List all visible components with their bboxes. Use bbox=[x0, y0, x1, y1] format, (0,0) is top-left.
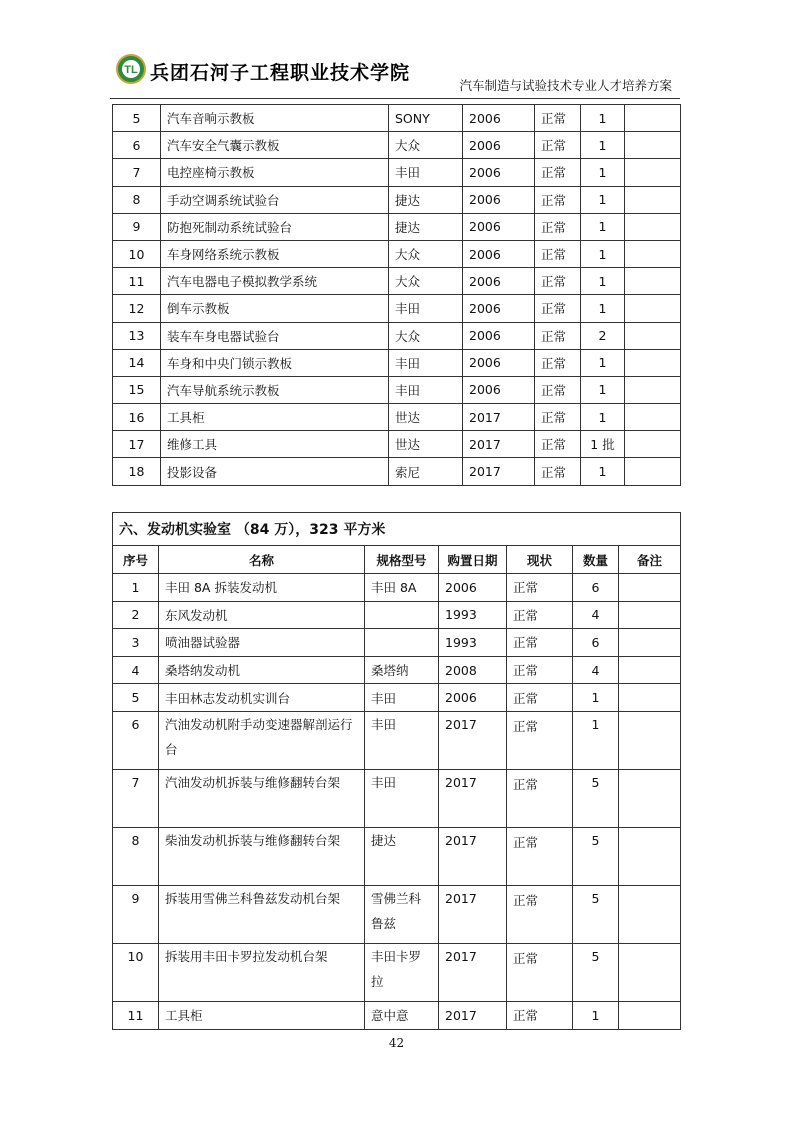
cell-status: 正常 bbox=[507, 943, 573, 1001]
cell-model: 大众 bbox=[389, 132, 463, 159]
cell-name: 车身网络系统示教板 bbox=[161, 240, 389, 267]
cell-notes bbox=[625, 105, 681, 132]
table-row bbox=[113, 159, 681, 186]
cell-status: 正常 bbox=[507, 711, 573, 769]
cell-notes bbox=[619, 684, 681, 712]
cell-model: 索尼 bbox=[389, 458, 463, 485]
cell-status: 正常 bbox=[535, 240, 581, 267]
cell-date: 1993 bbox=[439, 601, 507, 629]
cell-notes bbox=[619, 601, 681, 629]
cell-qty: 1 bbox=[581, 268, 625, 295]
header-status: 现状 bbox=[507, 546, 573, 574]
cell-name: 东风发动机 bbox=[159, 601, 365, 629]
table-row bbox=[113, 629, 681, 657]
cell-name: 汽车电器电子模拟教学系统 bbox=[161, 268, 389, 295]
cell-seq: 2 bbox=[113, 601, 159, 629]
table-row bbox=[113, 656, 681, 684]
header-date: 购置日期 bbox=[439, 546, 507, 574]
cell-seq: 5 bbox=[113, 105, 161, 132]
cell-qty: 1 bbox=[581, 132, 625, 159]
cell-qty: 1 bbox=[573, 711, 619, 769]
cell-notes bbox=[619, 943, 681, 1001]
table-row bbox=[113, 349, 681, 376]
cell-notes bbox=[625, 322, 681, 349]
cell-qty: 4 bbox=[573, 656, 619, 684]
cell-qty: 6 bbox=[573, 574, 619, 602]
cell-seq: 7 bbox=[113, 159, 161, 186]
table-row bbox=[113, 1001, 681, 1029]
cell-name: 喷油器试验器 bbox=[159, 629, 365, 657]
cell-qty: 1 bbox=[573, 684, 619, 712]
cell-seq: 13 bbox=[113, 322, 161, 349]
cell-date: 2008 bbox=[439, 656, 507, 684]
table-row bbox=[113, 431, 681, 458]
cell-qty: 6 bbox=[573, 629, 619, 657]
cell-date: 2017 bbox=[439, 1001, 507, 1029]
page-number: 42 bbox=[388, 1036, 405, 1050]
section-title: 六、发动机实验室 （84 万），323 平方米 bbox=[113, 513, 681, 546]
cell-model: 丰田 bbox=[389, 159, 463, 186]
cell-name: 柴油发动机拆装与维修翻转台架 bbox=[159, 827, 365, 885]
cell-qty: 1 批 bbox=[581, 431, 625, 458]
cell-status: 正常 bbox=[535, 376, 581, 403]
cell-model: 丰田 bbox=[389, 295, 463, 322]
cell-status: 正常 bbox=[535, 458, 581, 485]
cell-status: 正常 bbox=[535, 431, 581, 458]
cell-qty: 2 bbox=[581, 322, 625, 349]
cell-name: 维修工具 bbox=[161, 431, 389, 458]
cell-notes bbox=[619, 629, 681, 657]
cell-status: 正常 bbox=[507, 629, 573, 657]
cell-qty: 5 bbox=[573, 769, 619, 827]
cell-name: 丰田 8A 拆装发动机 bbox=[159, 574, 365, 602]
cell-notes bbox=[625, 240, 681, 267]
cell-status: 正常 bbox=[507, 656, 573, 684]
cell-qty: 1 bbox=[581, 458, 625, 485]
table-row bbox=[113, 885, 681, 943]
cell-status: 正常 bbox=[535, 404, 581, 431]
cell-name: 手动空调系统试验台 bbox=[161, 186, 389, 213]
cell-seq: 7 bbox=[113, 769, 159, 827]
cell-status: 正常 bbox=[507, 769, 573, 827]
page-header bbox=[110, 52, 680, 100]
cell-status: 正常 bbox=[507, 1001, 573, 1029]
table-row bbox=[113, 240, 681, 267]
document-title: 汽车制造与试验技术专业人才培养方案 bbox=[459, 78, 672, 93]
cell-qty: 1 bbox=[581, 404, 625, 431]
cell-status: 正常 bbox=[507, 885, 573, 943]
cell-name: 桑塔纳发动机 bbox=[159, 656, 365, 684]
header-notes: 备注 bbox=[619, 546, 681, 574]
cell-date: 2006 bbox=[463, 132, 535, 159]
cell-status: 正常 bbox=[535, 349, 581, 376]
cell-status: 正常 bbox=[535, 159, 581, 186]
cell-model: 大众 bbox=[389, 268, 463, 295]
cell-seq: 11 bbox=[113, 268, 161, 295]
table-row bbox=[113, 711, 681, 769]
cell-notes bbox=[619, 711, 681, 769]
school-name: 兵团石河子工程职业技术学院 bbox=[150, 62, 411, 84]
cell-seq: 18 bbox=[113, 458, 161, 485]
cell-model: 桑塔纳 bbox=[365, 656, 439, 684]
cell-date: 2006 bbox=[439, 574, 507, 602]
cell-date: 2006 bbox=[463, 159, 535, 186]
table-row bbox=[113, 458, 681, 485]
cell-name: 拆装用雪佛兰科鲁兹发动机台架 bbox=[159, 885, 365, 943]
cell-date: 2006 bbox=[463, 268, 535, 295]
cell-notes bbox=[625, 186, 681, 213]
cell-seq: 6 bbox=[113, 711, 159, 769]
cell-name: 工具柜 bbox=[161, 404, 389, 431]
cell-status: 正常 bbox=[507, 684, 573, 712]
table-row bbox=[113, 295, 681, 322]
cell-seq: 1 bbox=[113, 574, 159, 602]
cell-model: 大众 bbox=[389, 322, 463, 349]
cell-model bbox=[365, 601, 439, 629]
cell-name: 倒车示教板 bbox=[161, 295, 389, 322]
cell-qty: 1 bbox=[573, 1001, 619, 1029]
cell-notes bbox=[625, 404, 681, 431]
cell-notes bbox=[625, 376, 681, 403]
table-row bbox=[113, 186, 681, 213]
cell-notes bbox=[619, 885, 681, 943]
cell-model: 雪佛兰科鲁兹 bbox=[365, 885, 439, 943]
cell-qty: 5 bbox=[573, 885, 619, 943]
cell-seq: 16 bbox=[113, 404, 161, 431]
cell-name: 工具柜 bbox=[159, 1001, 365, 1029]
cell-seq: 6 bbox=[113, 132, 161, 159]
cell-model: 捷达 bbox=[389, 213, 463, 240]
cell-date: 2017 bbox=[439, 943, 507, 1001]
cell-notes bbox=[625, 349, 681, 376]
cell-model: 捷达 bbox=[365, 827, 439, 885]
cell-date: 2017 bbox=[439, 769, 507, 827]
table-row bbox=[113, 322, 681, 349]
school-logo-icon bbox=[116, 54, 146, 84]
engine-lab-table bbox=[112, 512, 681, 1030]
cell-name: 汽油发动机附手动变速器解剖运行台 bbox=[159, 711, 365, 769]
table-row bbox=[113, 213, 681, 240]
cell-status: 正常 bbox=[507, 601, 573, 629]
cell-model: 丰田 bbox=[365, 711, 439, 769]
cell-status: 正常 bbox=[535, 322, 581, 349]
cell-date: 2006 bbox=[439, 684, 507, 712]
cell-model: 丰田 bbox=[389, 349, 463, 376]
cell-notes bbox=[625, 213, 681, 240]
header-qty: 数量 bbox=[573, 546, 619, 574]
cell-qty: 1 bbox=[581, 349, 625, 376]
cell-model: 世达 bbox=[389, 431, 463, 458]
cell-name: 汽车导航系统示教板 bbox=[161, 376, 389, 403]
cell-notes bbox=[619, 574, 681, 602]
header-divider bbox=[110, 98, 680, 99]
cell-name: 汽车安全气囊示教板 bbox=[161, 132, 389, 159]
cell-date: 2006 bbox=[463, 376, 535, 403]
table-row bbox=[113, 268, 681, 295]
cell-model: 世达 bbox=[389, 404, 463, 431]
cell-seq: 5 bbox=[113, 684, 159, 712]
cell-date: 2006 bbox=[463, 240, 535, 267]
cell-date: 2006 bbox=[463, 349, 535, 376]
cell-name: 丰田林志发动机实训台 bbox=[159, 684, 365, 712]
cell-name: 防抱死制动系统试验台 bbox=[161, 213, 389, 240]
cell-qty: 1 bbox=[581, 376, 625, 403]
cell-status: 正常 bbox=[535, 132, 581, 159]
cell-notes bbox=[625, 132, 681, 159]
cell-seq: 11 bbox=[113, 1001, 159, 1029]
cell-model: 丰田卡罗拉 bbox=[365, 943, 439, 1001]
cell-model: 丰田 8A bbox=[365, 574, 439, 602]
cell-model: 丰田 bbox=[389, 376, 463, 403]
cell-name: 装车车身电器试验台 bbox=[161, 322, 389, 349]
cell-name: 拆装用丰田卡罗拉发动机台架 bbox=[159, 943, 365, 1001]
cell-status: 正常 bbox=[507, 827, 573, 885]
cell-date: 2006 bbox=[463, 186, 535, 213]
cell-seq: 8 bbox=[113, 827, 159, 885]
cell-date: 2017 bbox=[463, 404, 535, 431]
header-name: 名称 bbox=[159, 546, 365, 574]
cell-notes bbox=[625, 159, 681, 186]
cell-notes bbox=[619, 827, 681, 885]
table-row bbox=[113, 827, 681, 885]
cell-qty: 1 bbox=[581, 105, 625, 132]
cell-model: 丰田 bbox=[365, 684, 439, 712]
cell-qty: 1 bbox=[581, 213, 625, 240]
cell-seq: 9 bbox=[113, 213, 161, 240]
cell-status: 正常 bbox=[535, 105, 581, 132]
cell-date: 2017 bbox=[439, 711, 507, 769]
header-seq: 序号 bbox=[113, 546, 159, 574]
cell-qty: 1 bbox=[581, 186, 625, 213]
cell-date: 2017 bbox=[463, 458, 535, 485]
cell-model: 丰田 bbox=[365, 769, 439, 827]
cell-status: 正常 bbox=[535, 268, 581, 295]
cell-name: 电控座椅示教板 bbox=[161, 159, 389, 186]
cell-date: 2006 bbox=[463, 213, 535, 240]
cell-notes bbox=[625, 458, 681, 485]
cell-date: 2006 bbox=[463, 295, 535, 322]
cell-name: 投影设备 bbox=[161, 458, 389, 485]
cell-seq: 4 bbox=[113, 656, 159, 684]
cell-date: 2017 bbox=[439, 827, 507, 885]
cell-model: 捷达 bbox=[389, 186, 463, 213]
cell-seq: 15 bbox=[113, 376, 161, 403]
table-row bbox=[113, 132, 681, 159]
table-row bbox=[113, 404, 681, 431]
table-row bbox=[113, 574, 681, 602]
cell-notes bbox=[619, 769, 681, 827]
cell-qty: 1 bbox=[581, 159, 625, 186]
cell-seq: 3 bbox=[113, 629, 159, 657]
table-row bbox=[113, 601, 681, 629]
cell-status: 正常 bbox=[535, 295, 581, 322]
cell-model: SONY bbox=[389, 105, 463, 132]
cell-date: 1993 bbox=[439, 629, 507, 657]
table-row bbox=[113, 376, 681, 403]
cell-qty: 5 bbox=[573, 827, 619, 885]
cell-model: 大众 bbox=[389, 240, 463, 267]
cell-seq: 17 bbox=[113, 431, 161, 458]
table-row bbox=[113, 684, 681, 712]
cell-status: 正常 bbox=[535, 186, 581, 213]
cell-notes bbox=[625, 268, 681, 295]
table-row bbox=[113, 769, 681, 827]
cell-notes bbox=[619, 656, 681, 684]
cell-seq: 12 bbox=[113, 295, 161, 322]
cell-notes bbox=[619, 1001, 681, 1029]
equipment-table-continued bbox=[112, 104, 681, 486]
svg-text:TL: TL bbox=[124, 64, 138, 76]
cell-date: 2017 bbox=[463, 431, 535, 458]
cell-date: 2006 bbox=[463, 322, 535, 349]
table-row bbox=[113, 105, 681, 132]
cell-seq: 10 bbox=[113, 240, 161, 267]
cell-date: 2006 bbox=[463, 105, 535, 132]
header-model: 规格型号 bbox=[365, 546, 439, 574]
cell-qty: 1 bbox=[581, 240, 625, 267]
cell-name: 车身和中央门锁示教板 bbox=[161, 349, 389, 376]
cell-seq: 10 bbox=[113, 943, 159, 1001]
cell-seq: 8 bbox=[113, 186, 161, 213]
cell-model bbox=[365, 629, 439, 657]
cell-status: 正常 bbox=[507, 574, 573, 602]
cell-name: 汽油发动机拆装与维修翻转台架 bbox=[159, 769, 365, 827]
cell-qty: 1 bbox=[581, 295, 625, 322]
cell-notes bbox=[625, 295, 681, 322]
table-row bbox=[113, 943, 681, 1001]
cell-seq: 14 bbox=[113, 349, 161, 376]
cell-name: 汽车音响示教板 bbox=[161, 105, 389, 132]
cell-model: 意中意 bbox=[365, 1001, 439, 1029]
cell-qty: 5 bbox=[573, 943, 619, 1001]
cell-seq: 9 bbox=[113, 885, 159, 943]
cell-date: 2017 bbox=[439, 885, 507, 943]
cell-notes bbox=[625, 431, 681, 458]
cell-status: 正常 bbox=[535, 213, 581, 240]
cell-qty: 4 bbox=[573, 601, 619, 629]
